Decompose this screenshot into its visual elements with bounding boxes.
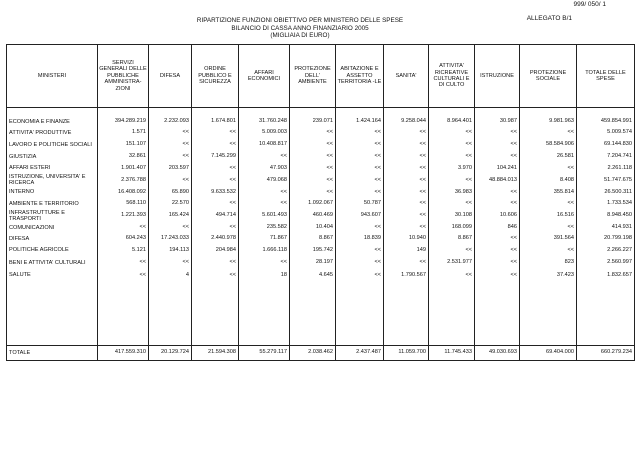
table-row	[7, 174, 635, 187]
col-header: ORDINE PUBBLICO E SICUREZZA	[192, 45, 239, 108]
table-cell: 11.745.433	[429, 346, 475, 361]
table-cell: 10.408.817	[239, 138, 290, 151]
table-cell: 417.559.310	[98, 346, 149, 361]
table-row	[7, 222, 635, 233]
table-cell: <<	[192, 270, 239, 281]
title-line-1: RIPARTIZIONE FUNZIONI OBIETTIVO PER MINISTERO DELLE SPESE	[196, 17, 404, 24]
table-cell: 660.279.234	[577, 346, 635, 361]
spacer-row	[7, 281, 635, 346]
col-header: PROTEZIONE SOCIALE	[520, 45, 577, 108]
table-cell: 1.666.118	[239, 245, 290, 256]
ministry-name: INFRASTRUTTURE E TRASPORTI	[7, 209, 98, 222]
table-cell: <<	[429, 270, 475, 281]
table-cell: <<	[336, 222, 384, 233]
table-cell: 47.903	[239, 163, 290, 174]
table-cell: <<	[336, 256, 384, 270]
table-cell: 8.948.450	[577, 209, 635, 222]
table-cell: 2.437.487	[336, 346, 384, 361]
col-header: SANITA'	[384, 45, 429, 108]
col-header: TOTALE DELLE SPESE	[577, 45, 635, 108]
table-cell: 494.714	[192, 209, 239, 222]
ministry-name: ECONOMIA E FINANZE	[7, 108, 98, 128]
table-cell: <<	[520, 163, 577, 174]
table-cell: 48.884.013	[475, 174, 520, 187]
table-cell: <<	[520, 222, 577, 233]
table-cell: 204.984	[192, 245, 239, 256]
table-cell: 9.633.532	[192, 187, 239, 198]
ministry-name: DIFESA	[7, 233, 98, 244]
table-cell: 18	[239, 270, 290, 281]
table-cell: <<	[429, 151, 475, 162]
table-cell: 151.107	[98, 138, 149, 151]
table-row	[7, 270, 635, 281]
table-cell: <<	[336, 127, 384, 138]
table-cell: <<	[475, 256, 520, 270]
table-row	[7, 256, 635, 270]
table-cell: <<	[149, 151, 192, 162]
ministry-name: INTERNO	[7, 187, 98, 198]
table-cell: 11.059.700	[384, 346, 429, 361]
spacer-cell	[336, 281, 384, 346]
table-cell: 37.423	[520, 270, 577, 281]
table-cell: 51.747.675	[577, 174, 635, 187]
table-cell: <<	[290, 151, 336, 162]
table-cell: <<	[98, 256, 149, 270]
table-cell: 1.832.657	[577, 270, 635, 281]
table-cell: 1.424.164	[336, 108, 384, 128]
table-cell: 1.790.567	[384, 270, 429, 281]
table-cell: 10.404	[290, 222, 336, 233]
allegato-label: ALLEGATO B/1	[526, 15, 572, 22]
table-row	[7, 108, 635, 128]
table-cell: <<	[98, 222, 149, 233]
col-header: AFFARI ECONOMICI	[239, 45, 290, 108]
table-row	[7, 209, 635, 222]
table-cell: 194.113	[149, 245, 192, 256]
table-cell: 846	[475, 222, 520, 233]
table-row	[7, 187, 635, 198]
spacer-cell	[475, 281, 520, 346]
table-cell: 5.009.003	[239, 127, 290, 138]
table-cell: 31.760.248	[239, 108, 290, 128]
table-cell: <<	[149, 222, 192, 233]
spacer-cell	[290, 281, 336, 346]
table-cell: <<	[149, 256, 192, 270]
table-cell: 165.424	[149, 209, 192, 222]
col-header: ISTRUZIONE	[475, 45, 520, 108]
ministry-name: ATTIVITA' PRODUTTIVE	[7, 127, 98, 138]
col-header: MINISTERI	[7, 45, 98, 108]
table-cell: 1.571	[98, 127, 149, 138]
table-cell: 2.232.093	[149, 108, 192, 128]
table-cell: 104.241	[475, 163, 520, 174]
table-cell: 10.940	[384, 233, 429, 244]
table-cell: 18.839	[336, 233, 384, 244]
table-cell: 5.601.493	[239, 209, 290, 222]
table-cell: <<	[192, 222, 239, 233]
col-header: ABITAZIONE E ASSETTO TERRITORIA -LE	[336, 45, 384, 108]
table-cell: <<	[290, 127, 336, 138]
table-cell: 58.584.906	[520, 138, 577, 151]
table-cell: <<	[429, 245, 475, 256]
table-cell: 7.145.299	[192, 151, 239, 162]
table-row	[7, 233, 635, 244]
table-cell: <<	[384, 163, 429, 174]
table-cell: 394.289.219	[98, 108, 149, 128]
table-cell: 2.266.227	[577, 245, 635, 256]
table-cell: <<	[475, 270, 520, 281]
table-cell: <<	[239, 151, 290, 162]
table-cell: 823	[520, 256, 577, 270]
spacer-cell	[192, 281, 239, 346]
document-title	[150, 17, 450, 40]
expenditure-table	[6, 44, 635, 361]
table-row	[7, 151, 635, 162]
table-cell: 4	[149, 270, 192, 281]
page-number: 999/ 050/ 1	[573, 1, 606, 8]
table-cell: 943.607	[336, 209, 384, 222]
table-cell: 69.404.000	[520, 346, 577, 361]
table-cell: 5.121	[98, 245, 149, 256]
table-cell: <<	[98, 270, 149, 281]
header-row	[7, 45, 635, 108]
table-cell: <<	[192, 256, 239, 270]
ministry-name: GIUSTIZIA	[7, 151, 98, 162]
table-cell: <<	[336, 187, 384, 198]
table-cell: <<	[475, 127, 520, 138]
table-cell: <<	[239, 198, 290, 209]
table-cell: <<	[336, 174, 384, 187]
table-cell: <<	[290, 174, 336, 187]
table-cell: <<	[384, 138, 429, 151]
col-header: SERVIZI GENERALI DELLE PUBBLICHE AMMINISTRA-ZIONI	[98, 45, 149, 108]
table-cell: <<	[336, 163, 384, 174]
table-cell: <<	[475, 233, 520, 244]
table-row	[7, 346, 635, 361]
table-cell: <<	[384, 209, 429, 222]
table-cell: <<	[520, 127, 577, 138]
table-cell: 2.038.462	[290, 346, 336, 361]
table-cell: 9.258.044	[384, 108, 429, 128]
ministry-name: LAVORO E POLITICHE SOCIALI	[7, 138, 98, 151]
table-cell: <<	[290, 187, 336, 198]
table-cell: 55.279.117	[239, 346, 290, 361]
table-cell: <<	[336, 245, 384, 256]
title-line-2: BILANCIO DI CASSA ANNO FINANZIARIO 2005	[231, 24, 369, 32]
table-cell: 414.931	[577, 222, 635, 233]
table-cell: 5.009.574	[577, 127, 635, 138]
table-cell: <<	[520, 245, 577, 256]
table-cell: <<	[475, 187, 520, 198]
table-cell: 391.564	[520, 233, 577, 244]
table-cell: <<	[239, 187, 290, 198]
table-cell: 2.440.978	[192, 233, 239, 244]
table-cell: 239.071	[290, 108, 336, 128]
table-cell: <<	[192, 163, 239, 174]
table-cell: 168.099	[429, 222, 475, 233]
table-cell: 69.144.830	[577, 138, 635, 151]
table-cell: <<	[336, 151, 384, 162]
spacer-cell	[577, 281, 635, 346]
ministry-name: AFFARI ESTERI	[7, 163, 98, 174]
table-cell: <<	[475, 245, 520, 256]
table-cell: <<	[290, 138, 336, 151]
table-cell: 71.867	[239, 233, 290, 244]
table-cell: <<	[384, 187, 429, 198]
table-cell: <<	[429, 138, 475, 151]
table-cell: <<	[192, 198, 239, 209]
table-cell: 50.787	[336, 198, 384, 209]
ministry-name: SALUTE	[7, 270, 98, 281]
table-cell: 1.901.407	[98, 163, 149, 174]
table-cell: 460.469	[290, 209, 336, 222]
ministry-name: POLITICHE AGRICOLE	[7, 245, 98, 256]
table-cell: 195.742	[290, 245, 336, 256]
ministry-name: BENI E ATTIVITA' CULTURALI	[7, 256, 98, 270]
table-cell: 1.733.534	[577, 198, 635, 209]
table-row	[7, 127, 635, 138]
table-cell: <<	[429, 127, 475, 138]
table-cell: 21.594.308	[192, 346, 239, 361]
table-cell: 2.261.118	[577, 163, 635, 174]
spacer-cell	[149, 281, 192, 346]
table-cell: 30.987	[475, 108, 520, 128]
table-row	[7, 163, 635, 174]
table-cell: <<	[384, 127, 429, 138]
ministry-name: AMBIENTE E TERRITORIO	[7, 198, 98, 209]
table-cell: <<	[336, 138, 384, 151]
table-cell: 20.799.198	[577, 233, 635, 244]
table-cell: 8.408	[520, 174, 577, 187]
table-cell: <<	[290, 163, 336, 174]
table-cell: <<	[384, 198, 429, 209]
table-cell: <<	[429, 174, 475, 187]
table-row	[7, 245, 635, 256]
spacer-cell	[239, 281, 290, 346]
table-cell: <<	[149, 138, 192, 151]
table-cell: 1.221.393	[98, 209, 149, 222]
table-cell: 203.597	[149, 163, 192, 174]
table-cell: 65.890	[149, 187, 192, 198]
table-cell: 8.867	[429, 233, 475, 244]
table-cell: 36.983	[429, 187, 475, 198]
table-cell: 2.531.977	[429, 256, 475, 270]
table-cell: 7.204.741	[577, 151, 635, 162]
table-cell: 1.674.801	[192, 108, 239, 128]
table-cell: <<	[384, 222, 429, 233]
table-cell: 20.129.724	[149, 346, 192, 361]
table-cell: 16.516	[520, 209, 577, 222]
table-cell: 8.964.401	[429, 108, 475, 128]
ministry-name: ISTRUZIONE, UNIVERSITA' E RICERCA	[7, 174, 98, 187]
table-cell: 17.243.033	[149, 233, 192, 244]
table-cell: <<	[384, 151, 429, 162]
table-cell: <<	[239, 256, 290, 270]
table-cell: 459.854.991	[577, 108, 635, 128]
table-cell: <<	[520, 198, 577, 209]
table-cell: 2.560.997	[577, 256, 635, 270]
table-cell: 3.970	[429, 163, 475, 174]
table-cell: 28.197	[290, 256, 336, 270]
table-cell: 355.814	[520, 187, 577, 198]
table-cell: <<	[384, 174, 429, 187]
table-cell: 568.110	[98, 198, 149, 209]
table-cell: <<	[475, 138, 520, 151]
table-cell: 32.861	[98, 151, 149, 162]
table-cell: <<	[192, 138, 239, 151]
table-cell: 10.606	[475, 209, 520, 222]
spacer-cell	[384, 281, 429, 346]
table-cell: 4.645	[290, 270, 336, 281]
col-header: PROTEZIONE DELL' AMBIENTE	[290, 45, 336, 108]
table-cell: 149	[384, 245, 429, 256]
table-cell: 9.981.963	[520, 108, 577, 128]
table-cell: <<	[336, 270, 384, 281]
spacer-cell	[520, 281, 577, 346]
table-cell: 8.867	[290, 233, 336, 244]
table-cell: 22.570	[149, 198, 192, 209]
table-cell: 1.092.067	[290, 198, 336, 209]
spacer-cell	[98, 281, 149, 346]
table-cell: <<	[192, 127, 239, 138]
table-cell: 16.408.092	[98, 187, 149, 198]
total-label: TOTALE	[7, 346, 98, 361]
table-cell: 30.108	[429, 209, 475, 222]
table-cell: <<	[475, 198, 520, 209]
title-line-3: (MIGLIAIA DI EURO)	[270, 32, 330, 39]
spacer-cell	[7, 281, 98, 346]
table-cell: <<	[149, 174, 192, 187]
table-row	[7, 198, 635, 209]
spacer-cell	[429, 281, 475, 346]
table-cell: 479.068	[239, 174, 290, 187]
table-cell: 235.582	[239, 222, 290, 233]
table-cell: 604.243	[98, 233, 149, 244]
table-cell: <<	[429, 198, 475, 209]
table-cell: 49.030.693	[475, 346, 520, 361]
ministry-name: COMUNICAZIONI	[7, 222, 98, 233]
table-cell: <<	[475, 151, 520, 162]
table-cell: 26.500.311	[577, 187, 635, 198]
table-cell: <<	[149, 127, 192, 138]
table-cell: <<	[384, 256, 429, 270]
table-row	[7, 138, 635, 151]
table-cell: <<	[192, 174, 239, 187]
col-header: ATTIVITA' RICREATIVE CULTURALI E DI CULTO	[429, 45, 475, 108]
table-cell: 2.376.788	[98, 174, 149, 187]
col-header: DIFESA	[149, 45, 192, 108]
table-cell: 26.581	[520, 151, 577, 162]
